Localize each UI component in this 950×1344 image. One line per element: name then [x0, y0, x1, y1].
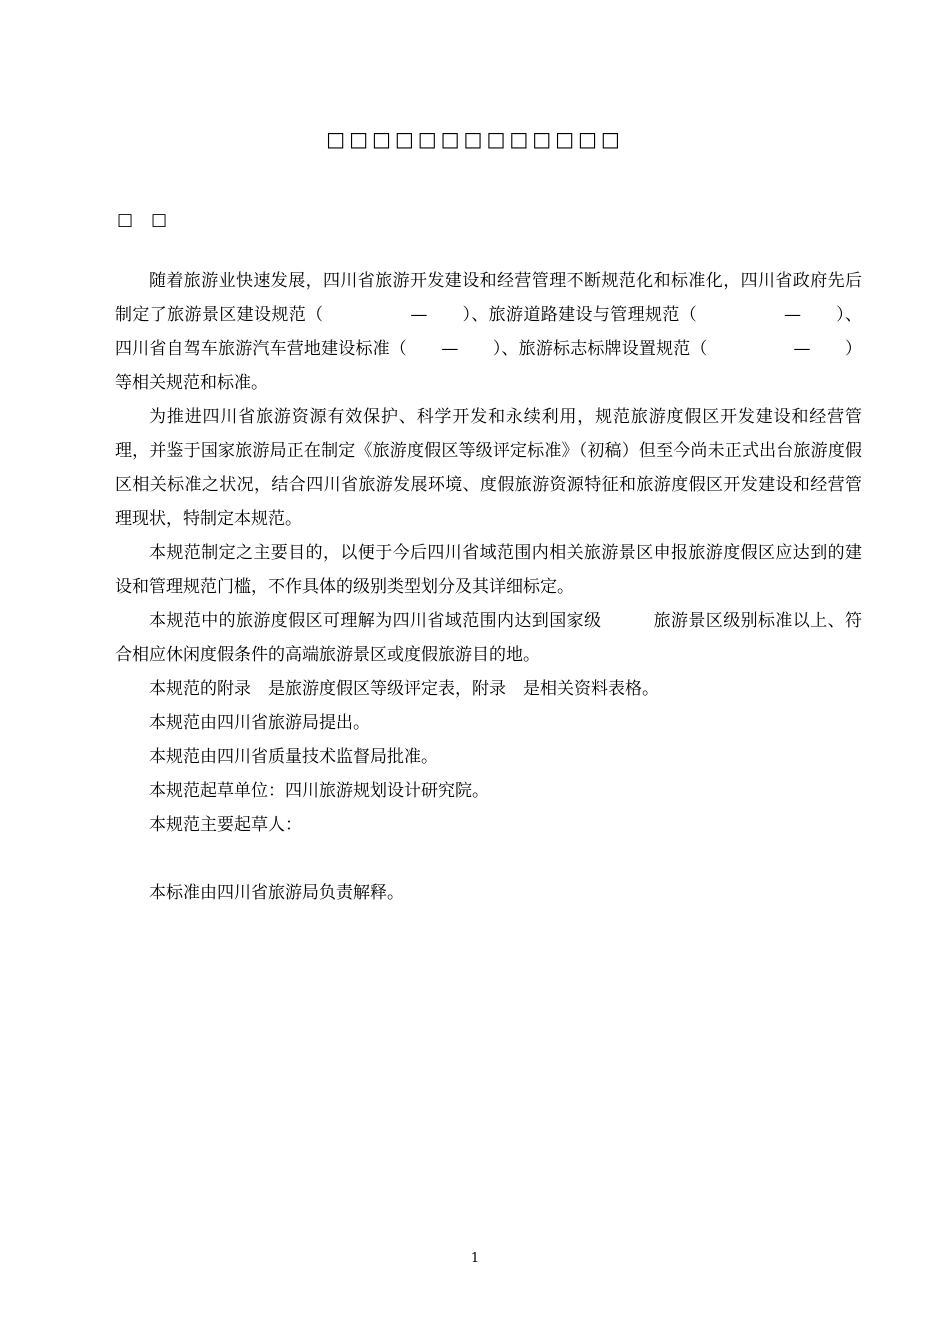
paragraph: 本标准由四川省旅游局负责解释。	[149, 883, 404, 903]
paragraph: 本规范中的旅游度假区可理解为四川省域范围内达到国家级 旅游景区级别标准以上、符合相应休闲度假条件的高端旅游景区或度假旅游目的地。	[115, 611, 862, 665]
document-body	[115, 264, 862, 910]
document-title: □□□□□□□□□□□□□	[326, 127, 624, 151]
paragraph: 本规范制定之主要目的，以便于今后四川省域范围内相关旅游景区申报旅游度假区应达到的建设和管理规范门槛，不作具体的级别类型划分及其详细标定。	[115, 543, 862, 597]
paragraph: 随着旅游业快速发展，四川省旅游开发建设和经营管理不断规范化和标准化，四川省政府先后制定了旅游景区建设规范（ — ）、旅游道路建设与管理规范（ — ）、四川省自驾车旅游汽车营地建设标准（ — ）、旅游标志标牌设置规范（ — ）等相关规范和标准。	[115, 271, 862, 393]
paragraph: 本规范主要起草人：	[149, 815, 302, 835]
page-number: 1	[470, 1251, 480, 1266]
paragraph: 本规范由四川省质量技术监督局批准。	[149, 747, 438, 767]
paragraph: 本规范由四川省旅游局提出。	[149, 713, 370, 733]
section-heading: □□	[117, 210, 186, 230]
paragraph-spacer	[115, 842, 862, 876]
paragraph: 本规范的附录 是旅游度假区等级评定表，附录 是相关资料表格。	[149, 679, 659, 699]
paragraph: 为推进四川省旅游资源有效保护、科学开发和永续利用，规范旅游度假区开发建设和经营管理，并鉴于国家旅游局正在制定《旅游度假区等级评定标准》（初稿）但至今尚未正式出台旅游度假区相关标准之状况，结合四川省旅游发展环境、度假旅游资源特征和旅游度假区开发建设和经营管理现状，特制定本规范。	[115, 407, 862, 529]
paragraph: 本规范起草单位：四川旅游规划设计研究院。	[149, 781, 489, 801]
